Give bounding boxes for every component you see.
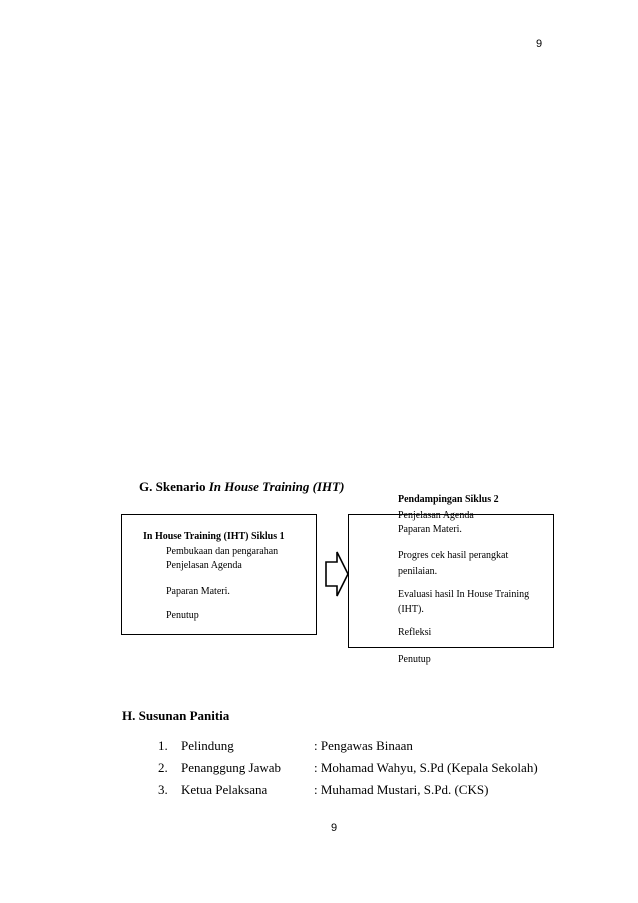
panitia-row-label: Ketua Pelaksana xyxy=(181,782,268,797)
page-number-top: 9 xyxy=(536,38,543,50)
siklus2-item: Progres cek hasil perangkat xyxy=(398,550,509,561)
panitia-row-value: : Muhamad Mustari, S.Pd. (CKS) xyxy=(314,782,489,797)
siklus2-item: Evaluasi hasil In House Training xyxy=(398,589,530,600)
panitia-row-value: : Pengawas Binaan xyxy=(314,738,413,753)
panitia-row-number: 3. xyxy=(158,782,168,797)
siklus2-title: Pendampingan Siklus 2 xyxy=(398,494,499,505)
panitia-row-number: 2. xyxy=(158,760,168,775)
right-arrow-icon xyxy=(325,550,349,598)
section-g-prefix: G. Skenario xyxy=(139,479,209,494)
siklus2-item: Refleksi xyxy=(398,627,432,638)
panitia-row-label: Penanggung Jawab xyxy=(181,760,282,775)
panitia-row-value: : Mohamad Wahyu, S.Pd (Kepala Sekolah) xyxy=(314,760,538,775)
siklus1-item: Penutup xyxy=(166,610,199,621)
panitia-row-label: Pelindung xyxy=(181,738,234,753)
section-g-italic-title: In House Training (IHT) xyxy=(208,479,345,494)
panitia-row-number: 1. xyxy=(158,738,168,753)
page-number-bottom: 9 xyxy=(331,822,338,834)
siklus2-item: Paparan Materi. xyxy=(398,524,462,535)
siklus2-item: penilaian. xyxy=(398,566,438,577)
siklus1-item: Pembukaan dan pengarahan xyxy=(166,546,279,557)
section-g-heading xyxy=(139,479,344,495)
siklus1-title: In House Training (IHT) Siklus 1 xyxy=(143,531,285,542)
siklus1-item: Paparan Materi. xyxy=(166,586,230,597)
siklus1-item: Penjelasan Agenda xyxy=(166,560,242,571)
siklus2-item: Penutup xyxy=(398,654,431,665)
siklus2-item: Penjelasan Agenda xyxy=(398,510,474,521)
siklus2-item: (IHT). xyxy=(398,604,424,615)
section-h-heading: H. Susunan Panitia xyxy=(122,708,230,723)
